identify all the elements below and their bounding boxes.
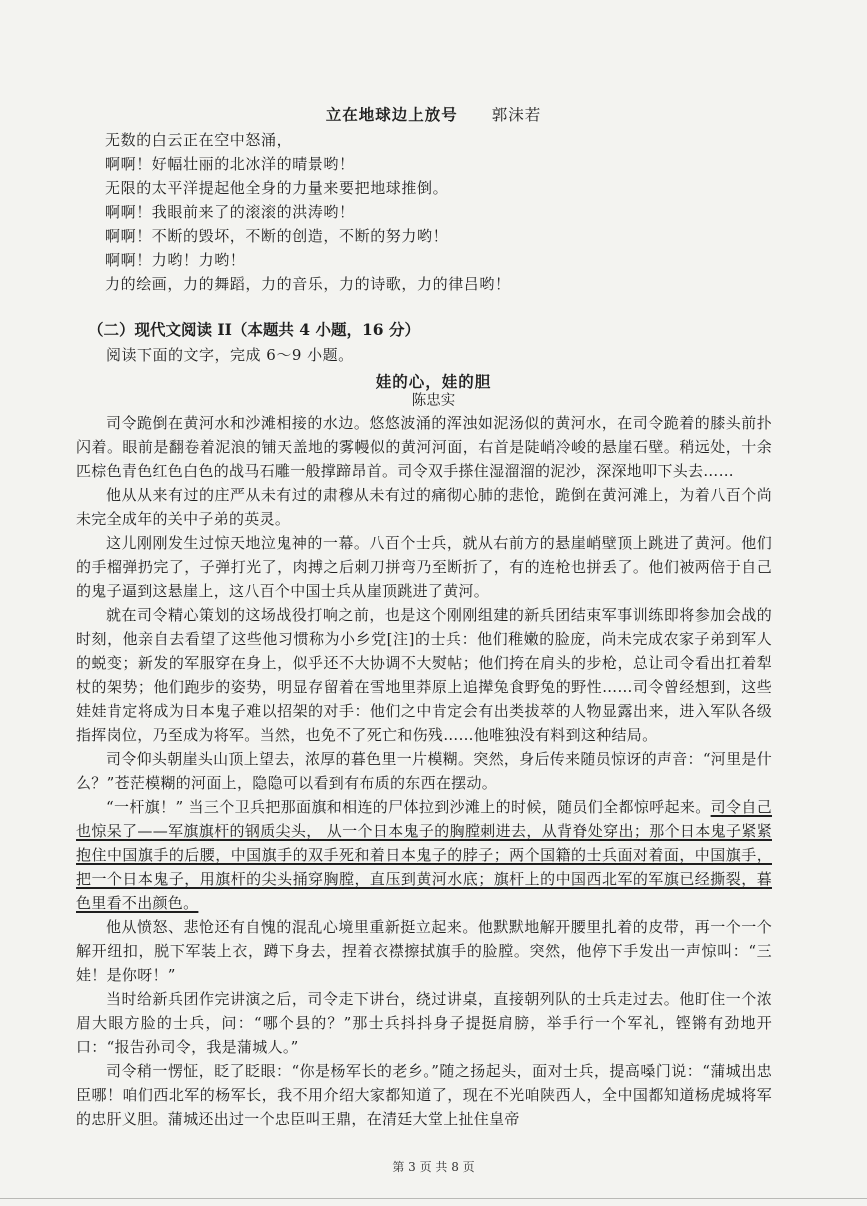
poem-line: 啊啊！好幅壮丽的北冰洋的晴景哟！ xyxy=(105,155,355,173)
poem-line: 无限的太平洋提起他全身的力量来要把地球推倒。 xyxy=(105,179,449,197)
reading-instruction: 阅读下面的文字，完成 6～9 小题。 xyxy=(106,346,354,364)
poem-line: 啊啊！不断的毁坏，不断的创造，不断的努力哟！ xyxy=(105,227,449,245)
paragraph-lead: “一杆旗！” 当三个卫兵把那面旗和相连的尸体拉到沙滩上的时候，随员们全都惊呼起来。 xyxy=(106,798,711,816)
paragraph: 他从愤怒、悲怆还有自愧的混乱心境里重新挺立起来。他默默地解开腰里扎着的皮带，再一个一个解开纽扣，脱下军装上衣，蹲下身去，捏着衣襟擦拭旗手的脸膛。突然，他停下手发出一声惊叫：“三娃！是你呀！” xyxy=(76,918,772,984)
poem-line: 无数的白云正在空中怒涌， xyxy=(105,131,293,149)
paragraph: 司令稍一愣怔，眨了眨眼：“你是杨军长的老乡。”随之扬起头，面对士兵，提高嗓门说：“蒲城出忠臣哪！咱们西北军的杨军长，我不用介绍大家都知道了，现在不光咱陕西人，全中国都知道杨虎城将军的忠肝义胆。蒲城还出过一个忠臣叫王鼎，在清廷大堂上扯住皇帝 xyxy=(76,1062,772,1128)
paragraph: 司令仰头朝崖头山顶上望去，浓厚的暮色里一片模糊。突然，身后传来随员惊讶的声音：“河里是什么？”苍茫模糊的河面上，隐隐可以看到有布质的东西在摆动。 xyxy=(76,750,772,792)
paragraph xyxy=(76,795,772,915)
page-footer: 第 3 页 共 8 页 xyxy=(392,1160,475,1174)
paragraph: 司令跪倒在黄河水和沙滩相接的水边。悠悠波涌的浑浊如泥汤似的黄河水，在司令跪着的膝头前扑闪着。眼前是翻卷着泥浪的铺天盖地的雾幔似的黄河河面，右首是陡峭冷峻的悬崖石壁。稍远处，十余匹棕色青色红色白色的战马石雕一般撑蹄昂首。司令双手搽住湿溜溜的泥沙，深深地叩下头去…… xyxy=(76,414,772,480)
poem-line: 啊啊！我眼前来了的滚滚的洪涛哟！ xyxy=(105,203,355,221)
paragraph: 当时给新兵团作完讲演之后，司令走下讲台，绕过讲桌，直接朝列队的士兵走过去。他盯住一个浓眉大眼方脸的士兵，问：“哪个县的？”那士兵抖抖身子提挺肩膀，举手行一个军礼，铿锵有劲地开口：“报告孙司令，我是蒲城人。” xyxy=(76,990,772,1056)
scan-edge-line xyxy=(0,1198,867,1199)
underlined-passage: 司令自己也惊呆了——军旗旗杆的钢质尖头， 从一个日本鬼子的胸膛刺进去，从背脊处穿出；那个日本鬼子紧紧抱住中国旗手的后腰，中国旗手的双手死和着日本鬼子的脖子；两个国籍的士兵面对着面，中国旗手，把一个日本鬼子，用旗杆的尖头捅穿胸膛，直压到黄河水底；旗杆上的中国西北军的军旗已经撕裂，暮色里看不出颜色。 xyxy=(76,798,772,912)
poem-title: 立在地球边上放号 xyxy=(325,105,458,124)
poem-line: 啊啊！力哟！力哟！ xyxy=(105,251,246,269)
poem-author: 郭沫若 xyxy=(491,106,542,124)
paragraph: 就在司令精心策划的这场战役打响之前，也是这个刚刚组建的新兵团结束军事训练即将参加会战的时刻，他亲自去看望了这些他习惯称为小乡党[注]的士兵：他们稚嫩的脸庞，尚未完成农家子弟到军人的蜕变；新发的军服穿在身上，似乎还不大协调不大熨帖；他们挎在肩头的步枪，总让司令看出扛着犁杖的架势；他们跑步的姿势，明显存留着在雪地里莽原上追撵兔食野兔的野性……司令曾经想到，这些娃娃肯定将成为日本鬼子难以招架的对手：他们之中肯定会有出类拔萃的人物显露出来，进入军队各级指挥岗位，乃至成为将军。当然，也免不了死亡和伤残……他唯独没有料到这种结局。 xyxy=(76,606,772,744)
paragraph: 这儿刚刚发生过惊天地泣鬼神的一幕。八百个士兵，就从右前方的悬崖峭壁顶上跳进了黄河。他们的手榴弹扔完了，子弹打光了，肉搏之后刺刀拼弯乃至断折了，有的连枪也拼丢了。他们被两倍于自己的鬼子逼到这悬崖上，这八百个中国士兵从崖顶跳进了黄河。 xyxy=(76,534,772,600)
paragraph: 他从从来有过的庄严从未有过的肃穆从未有过的痛彻心肺的悲怆，跪倒在黄河滩上，为着八百个尚未完全成年的关中子弟的英灵。 xyxy=(76,486,772,528)
story-body xyxy=(76,411,772,1131)
story-author: 陈忠实 xyxy=(411,393,456,409)
section-heading: （二）现代文阅读 II（本题共 4 小题，16 分） xyxy=(88,320,420,339)
poem-body xyxy=(105,128,765,296)
poem-title-line xyxy=(0,103,867,125)
story-title: 娃的心，娃的胆 xyxy=(375,372,492,391)
poem-line: 力的绘画，力的舞蹈，力的音乐，力的诗歌，力的律吕哟！ xyxy=(105,275,511,293)
